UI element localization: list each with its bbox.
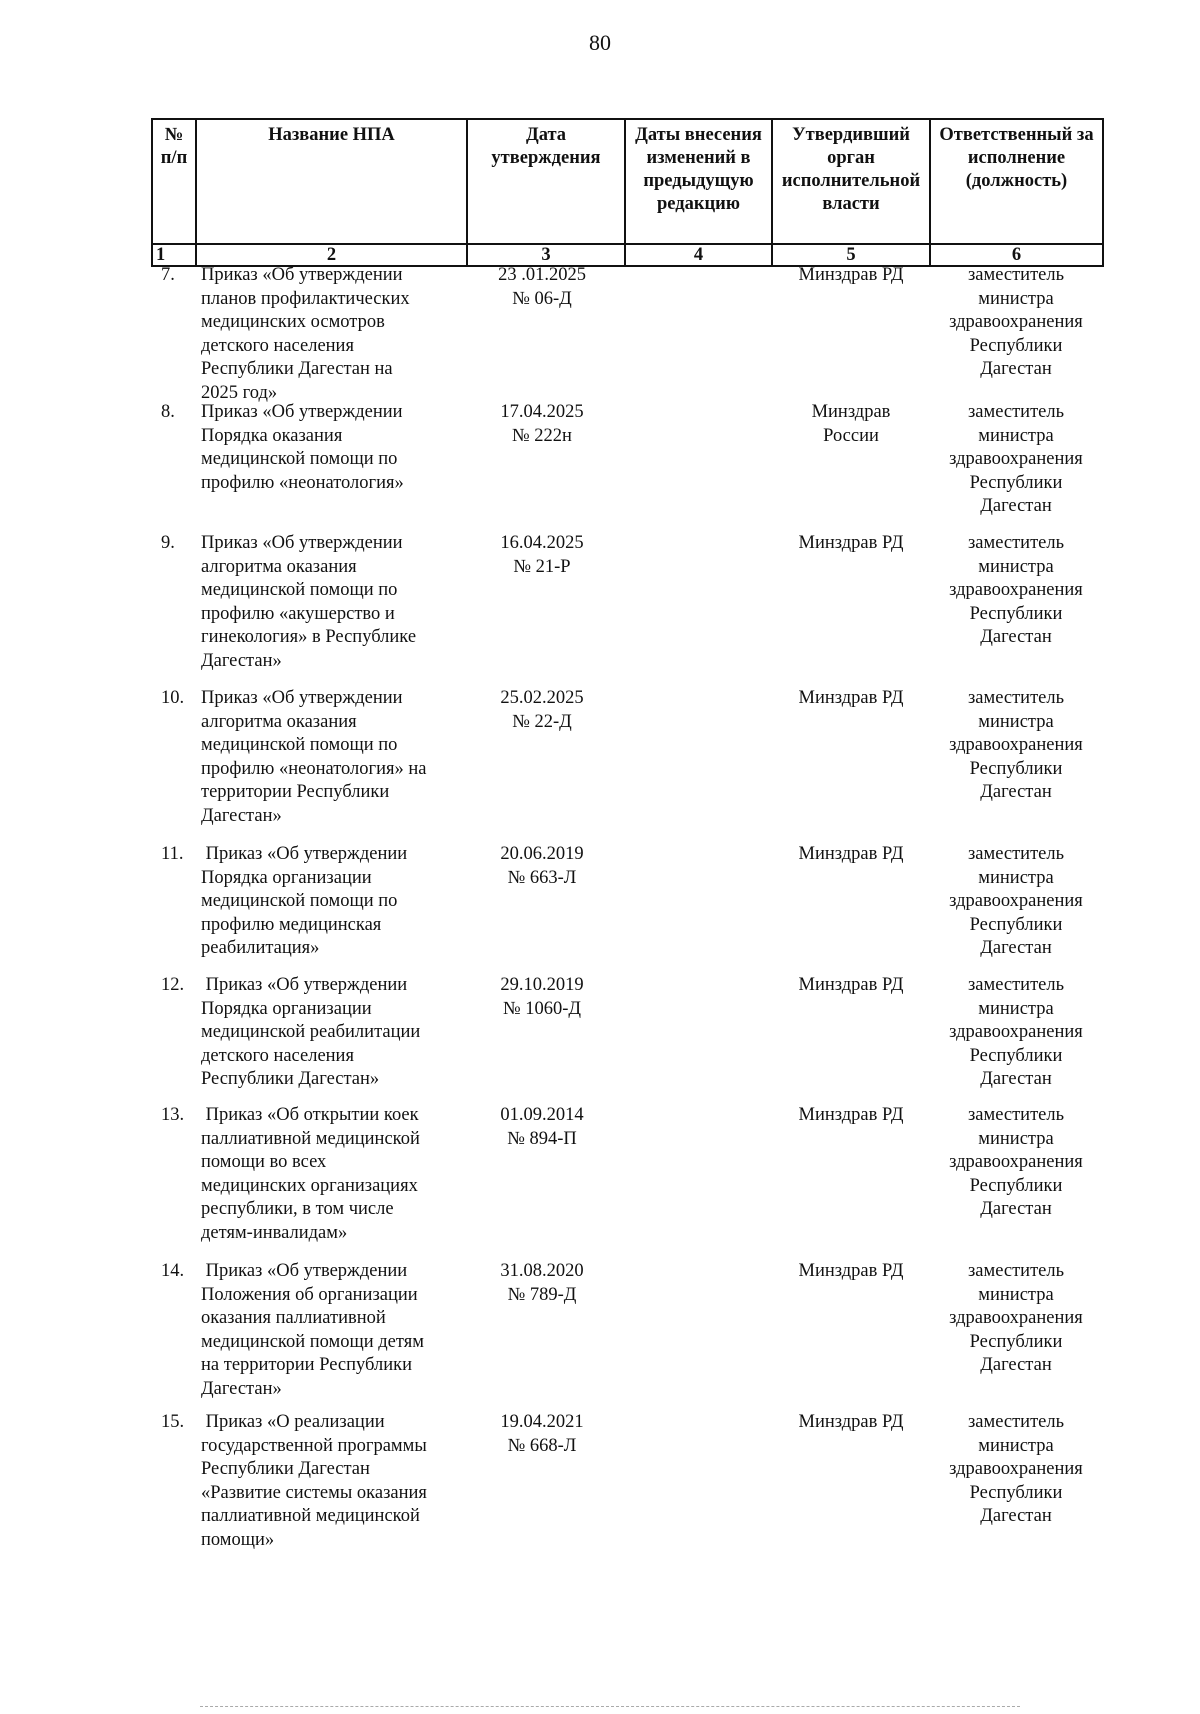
approving-body: Минздрав РД bbox=[798, 265, 904, 285]
column-number: 2 bbox=[196, 244, 467, 266]
responsible: заместитель министра здравоохранения Республики Дагестан bbox=[949, 688, 1083, 802]
table-row bbox=[151, 1411, 1102, 1571]
responsible: заместитель министра здравоохранения Республики Дагестан bbox=[949, 844, 1083, 958]
table-header bbox=[151, 118, 1104, 267]
act-name: Приказ «Об утверждении планов профилактических медицинских осмотров детского населения Республики Дагестан на 2025 год» bbox=[201, 265, 410, 403]
table-row bbox=[151, 532, 1102, 687]
amendment-dates bbox=[625, 974, 772, 1104]
approval-date: 29.10.2019 № 1060-Д bbox=[500, 975, 584, 1019]
header-approval-date: Дата утверждения bbox=[467, 119, 625, 244]
approval-date: 25.02.2025 № 22-Д bbox=[500, 688, 584, 732]
scan-edge-divider bbox=[200, 1706, 1020, 1707]
act-name: Приказ «Об утверждении алгоритма оказания медицинской помощи по профилю «неонатология» на территории Республики Дагестан» bbox=[201, 688, 427, 826]
responsible: заместитель министра здравоохранения Республики Дагестан bbox=[949, 975, 1083, 1089]
amendment-dates bbox=[625, 401, 772, 532]
row-number: 11. bbox=[161, 844, 184, 864]
responsible: заместитель министра здравоохранения Республики Дагестан bbox=[949, 1412, 1083, 1526]
responsible: заместитель министра здравоохранения Республики Дагестан bbox=[949, 265, 1083, 379]
table-row bbox=[151, 401, 1102, 532]
table-row bbox=[151, 1260, 1102, 1411]
row-number: 12. bbox=[161, 975, 185, 995]
responsible: заместитель министра здравоохранения Республики Дагестан bbox=[949, 402, 1083, 516]
responsible: заместитель министра здравоохранения Республики Дагестан bbox=[949, 1261, 1083, 1375]
approving-body: Минздрав РД bbox=[798, 1105, 904, 1125]
approving-body: Минздрав РД bbox=[798, 1261, 904, 1281]
row-number: 10. bbox=[161, 688, 185, 708]
approval-date: 17.04.2025 № 222н bbox=[500, 402, 584, 446]
table-row bbox=[151, 843, 1102, 974]
approval-date: 19.04.2021 № 668-Л bbox=[500, 1412, 584, 1456]
row-number: 7. bbox=[161, 265, 175, 285]
act-name: Приказ «Об утверждении алгоритма оказания медицинской помощи по профилю «акушерство и гинекология» в Республике Дагестан» bbox=[201, 533, 417, 671]
approving-body: Минздрав РД bbox=[798, 533, 904, 553]
act-name: Приказ «О реализации государственной программы Республики Дагестан «Развитие системы оказания паллиативной медицинской помощи» bbox=[201, 1412, 427, 1550]
amendment-dates bbox=[625, 843, 772, 974]
table-row bbox=[151, 264, 1102, 401]
header-amendment-dates: Даты внесения изменений в предыдущую редакцию bbox=[625, 119, 772, 244]
header-number: № п/п bbox=[152, 119, 196, 244]
amendment-dates bbox=[625, 1260, 772, 1411]
page-number: 80 bbox=[589, 30, 611, 55]
approval-date: 01.09.2014 № 894-П bbox=[500, 1105, 584, 1149]
table-row bbox=[151, 974, 1102, 1104]
row-number: 15. bbox=[161, 1412, 185, 1432]
table-body bbox=[151, 264, 1102, 1571]
approving-body: Минздрав РД bbox=[798, 1412, 904, 1432]
header-responsible: Ответственный за исполнение (должность) bbox=[930, 119, 1103, 244]
amendment-dates bbox=[625, 264, 772, 401]
amendment-dates bbox=[625, 687, 772, 843]
approving-body: Минздрав России bbox=[811, 402, 891, 446]
approval-date: 20.06.2019 № 663-Л bbox=[500, 844, 584, 888]
act-name: Приказ «Об открытии коек паллиативной медицинской помощи во всех медицинских организациях республики, в том числе детям-инвалидам» bbox=[201, 1105, 420, 1243]
header-approving-body: Утвердивший орган исполнительной власти bbox=[772, 119, 930, 244]
table-row bbox=[151, 687, 1102, 843]
table-row bbox=[151, 1104, 1102, 1260]
amendment-dates bbox=[625, 1411, 772, 1571]
approval-date: 31.08.2020 № 789-Д bbox=[500, 1261, 584, 1305]
row-number: 9. bbox=[161, 533, 175, 553]
approving-body: Минздрав РД bbox=[798, 688, 904, 708]
responsible: заместитель министра здравоохранения Республики Дагестан bbox=[949, 533, 1083, 647]
column-number: 3 bbox=[467, 244, 625, 266]
responsible: заместитель министра здравоохранения Республики Дагестан bbox=[949, 1105, 1083, 1219]
act-name: Приказ «Об утверждении Порядка оказания медицинской помощи по профилю «неонатология» bbox=[201, 402, 404, 493]
column-number: 4 bbox=[625, 244, 772, 266]
act-name: Приказ «Об утверждении Порядка организации медицинской реабилитации детского населения Республики Дагестан» bbox=[201, 975, 421, 1089]
column-number: 6 bbox=[930, 244, 1103, 266]
header-act-name: Название НПА bbox=[196, 119, 467, 244]
amendment-dates bbox=[625, 1104, 772, 1260]
approving-body: Минздрав РД bbox=[798, 844, 904, 864]
approval-date: 23 .01.2025 № 06-Д bbox=[498, 265, 586, 309]
row-number: 8. bbox=[161, 402, 175, 422]
act-name: Приказ «Об утверждении Порядка организации медицинской помощи по профилю медицинская реабилитация» bbox=[201, 844, 408, 958]
approving-body: Минздрав РД bbox=[798, 975, 904, 995]
row-number: 13. bbox=[161, 1105, 185, 1125]
amendment-dates bbox=[625, 532, 772, 687]
act-name: Приказ «Об утверждении Положения об организации оказания паллиативной медицинской помощи детям на территории Республики Дагестан» bbox=[201, 1261, 424, 1399]
column-number: 1 bbox=[152, 244, 196, 266]
column-number: 5 bbox=[772, 244, 930, 266]
approval-date: 16.04.2025 № 21-Р bbox=[500, 533, 584, 577]
row-number: 14. bbox=[161, 1261, 185, 1281]
